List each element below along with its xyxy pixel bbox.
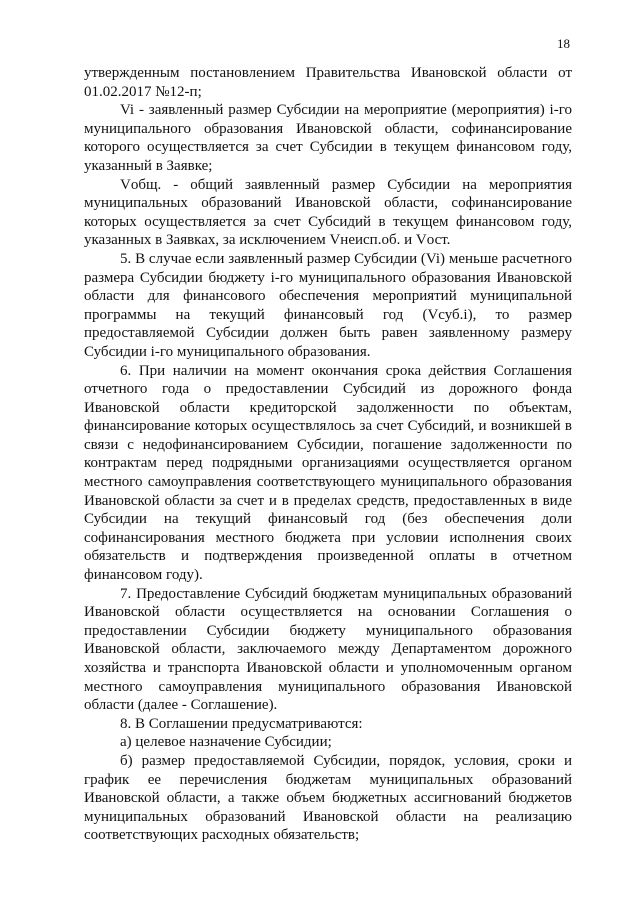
paragraph-item-8a: а) целевое назначение Субсидии; bbox=[120, 734, 332, 751]
document-body bbox=[84, 64, 572, 845]
paragraph-vobsch-definition: Vобщ. - общий заявленный размер Субсидии на мероприятия муниципальных образований Ивановской области, софинансирование которых осуществляется за счет Субсидий в текущем финансовом году, указанных в Заявках, за исключением Vнеисп.об. и Vост. bbox=[84, 176, 572, 249]
paragraph-item-5: 5. В случае если заявленный размер Субсидии (Vi) меньше расчетного размера Субсидии бюджету i-го муниципального образования Ивановской области для финансового обеспечения мероприятий муниципальной программы на текущий финансовый год (Vсуб.i), то размер предоставляемой Субсидии должен быть равен заявленному размеру Субсидии i-го муниципального образования. bbox=[84, 250, 572, 360]
paragraph-item-8b: б) размер предоставляемой Субсидии, порядок, условия, сроки и график ее перечисления бюджетам муниципальных образований Ивановской области, а также объем бюджетных ассигнований бюджетов муниципальных образований Ивановской области на реализацию соответствующих расходных обязательств; bbox=[84, 752, 572, 844]
page-number: 18 bbox=[557, 36, 570, 51]
paragraph-item-8: 8. В Соглашении предусматриваются: bbox=[120, 715, 363, 732]
paragraph-vi-definition: Vi - заявленный размер Субсидии на мероприятие (мероприятия) i-го муниципального образования Ивановской области, софинансирование которого осуществляется за счет Субсидии в текущем финансовом году, указанный в Заявке; bbox=[84, 102, 572, 174]
paragraph-continuation: утвержденным постановлением Правительства Ивановской области от 01.02.2017 №12-п; bbox=[84, 65, 572, 100]
paragraph-item-6: 6. При наличии на момент окончания срока действия Соглашения отчетного года о предоставлении Субсидий из дорожного фонда Ивановской области кредиторской задолженности по объектам, финансирование которых осуществлялось за счет Субсидий, и возникшей в связи с недофинансированием Субсидии, погашение задолженности по контрактам перед подрядными организациями осуществляется органом местного самоуправления соответствующего муниципального образования Ивановской области за счет и в пределах средств, предоставленных в виде Субсидии на текущий финансовый год (без обеспечения доли софинансирования местного бюджета при условии исполнения своих обязательств и подтверждения произведенной оплаты в отчетном финансовом году). bbox=[84, 362, 572, 584]
paragraph-item-7: 7. Предоставление Субсидий бюджетам муниципальных образований Ивановской области осуществляется на основании Соглашения о предоставлении Субсидии бюджету муниципального образования Ивановской области, заключаемого между Департаментом дорожного хозяйства и транспорта Ивановской области и уполномоченным органом местного самоуправления муниципального образования Ивановской области (далее - Соглашение). bbox=[84, 585, 572, 714]
